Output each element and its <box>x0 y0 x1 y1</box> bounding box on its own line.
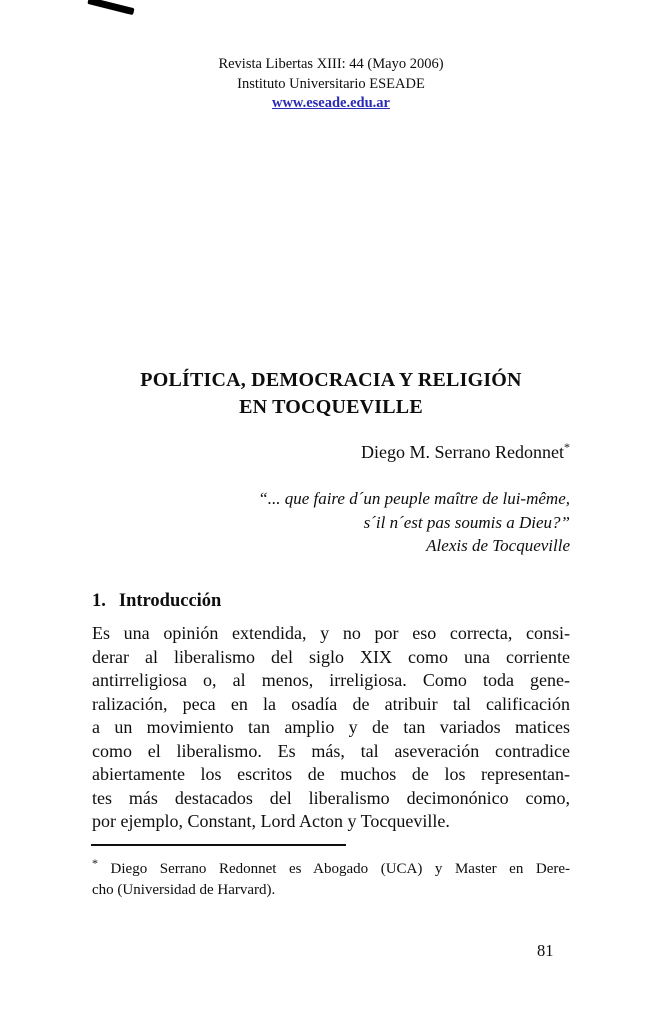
body-line: Es una opinión extendida, y no por eso correcta, consi- <box>92 623 570 643</box>
footnote-text-line1: Diego Serrano Redonnet es Abogado (UCA) y Master en Dere- <box>110 861 571 877</box>
author-name: Diego M. Serrano Redonnet <box>361 442 564 462</box>
body-line: a un movimiento tan amplio y de tan variados matices <box>92 717 570 737</box>
epigraph-attribution: Alexis de Tocqueville <box>426 536 570 555</box>
section-number: 1. <box>92 591 106 611</box>
journal-name-line: Revista Libertas XIII: 44 (Mayo 2006) <box>218 56 444 72</box>
epigraph-line1: “... que faire d´un peuple maître de lui-même, <box>258 489 570 508</box>
body-line: por ejemplo, Constant, Lord Acton y Tocqueville. <box>92 811 450 831</box>
body-paragraph <box>92 622 570 834</box>
journal-website-link[interactable]: www.eseade.edu.ar <box>271 95 390 111</box>
journal-header <box>92 55 570 114</box>
footnote-separator-rule <box>91 844 346 846</box>
body-line: como el liberalismo. Es más, tal aseveración contradice <box>92 740 570 761</box>
section-label: Introducción <box>118 591 222 611</box>
footnote-text-line2: cho (Universidad de Harvard). <box>92 881 276 898</box>
footnote-marker: * <box>92 856 98 870</box>
body-line: antirreligiosa o, al menos, irreligiosa. Como toda gene- <box>92 670 570 690</box>
body-line: tes más destacados del liberalismo decimonónico como, <box>92 787 570 808</box>
footnote <box>92 853 570 900</box>
page-number: 81 <box>537 941 554 960</box>
body-line: ralización, peca en la osadía de atribuir tal calificación <box>92 693 570 714</box>
section-heading-introduction <box>92 591 570 612</box>
epigraph-line2: s´il n´est pas soumis a Dieu?” <box>363 512 570 532</box>
epigraph-quote <box>92 487 570 558</box>
scan-artifact-mark <box>87 0 134 15</box>
author-line <box>92 440 570 463</box>
author-footnote-marker: * <box>564 440 570 454</box>
body-line: derar al liberalismo del siglo XIX como una corriente <box>92 646 570 667</box>
institute-line: Instituto Universitario ESEADE <box>237 75 425 92</box>
article-title-line2: EN TOCQUEVILLE <box>239 396 423 418</box>
article-title-line1: POLÍTICA, DEMOCRACIA Y RELIGIÓN <box>140 369 522 391</box>
article-title <box>92 367 570 421</box>
body-line: abiertamente los escritos de muchos de los representan- <box>92 764 570 784</box>
